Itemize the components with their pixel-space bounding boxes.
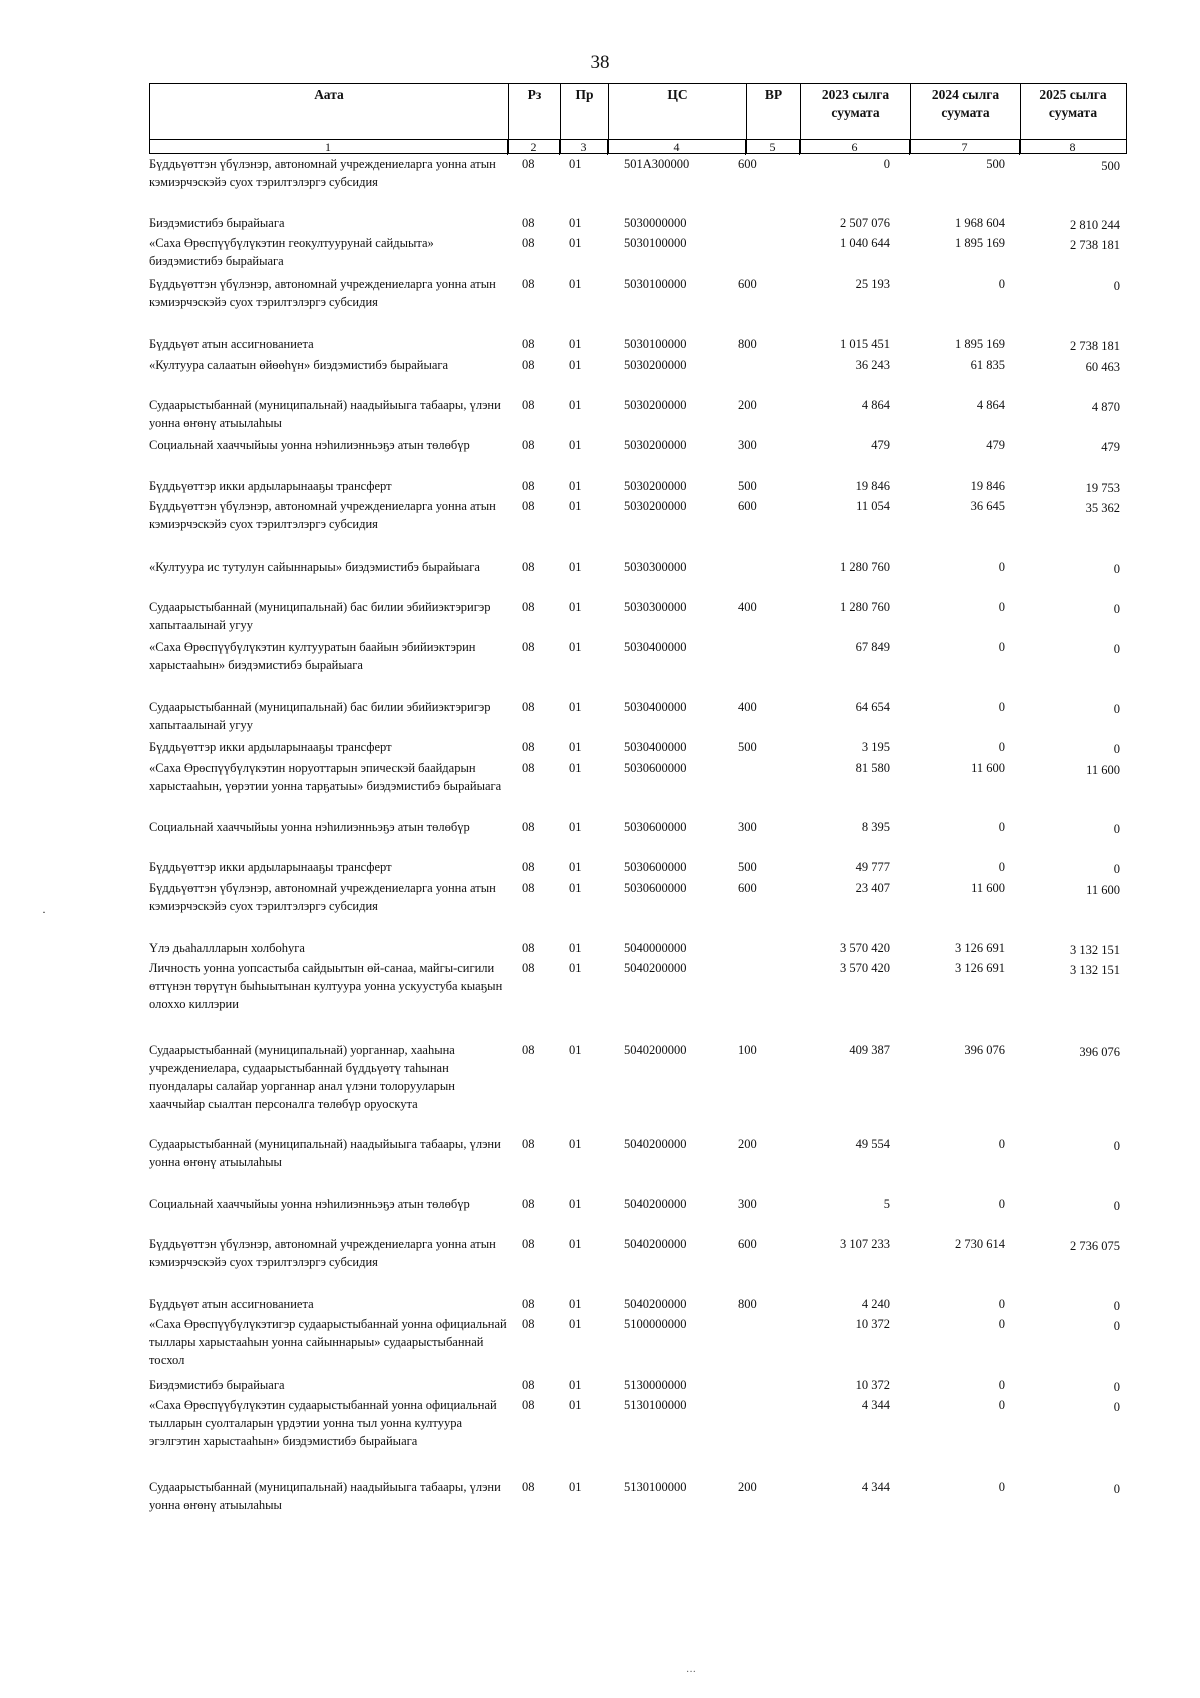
cell-cs: 5030300000 xyxy=(624,560,687,574)
cell-cs: 5030400000 xyxy=(624,700,687,714)
cell-name: «Саха Өрөспүүбүлүкэтигэр судаарыстыбаннай уонна официальнай тыллары харыстааһын уонна сайыннарыы» судаарыстыбаннай тосхол xyxy=(149,1317,507,1367)
cell-vr: 600 xyxy=(738,1237,757,1251)
cell-cs: 5030200000 xyxy=(624,358,687,372)
cell-name: Бүддьүөттэн үбүлэнэр, автономнай учреждениеларга уонна атын кэмиэрчэскэйэ суох тэрилтэлэргэ субсидия xyxy=(149,157,496,189)
cell-name: Биэдэмистибэ бырайыага xyxy=(149,1378,285,1392)
column-number: 7 xyxy=(909,140,1019,155)
cell-y2023: 81 580 xyxy=(855,761,890,775)
cell-name: Социальнай хааччыйыы уонна нэһилиэнньэҕэ атын төлөбүр xyxy=(149,820,470,834)
cell-name: «Саха Өрөспүүбүлүкэтин норуоттарын эпическэй баайдарын харыстааһын, үөрэтии уонна тарҕатыы» биэдэмистибэ бырайыага xyxy=(149,761,502,793)
cell-y2024: 0 xyxy=(998,1197,1005,1211)
cell-y2023: 479 xyxy=(871,438,890,452)
cell-pr: 01 xyxy=(569,1197,582,1211)
cell-y2024: 2 730 614 xyxy=(955,1237,1005,1251)
cell-rz: 08 xyxy=(522,479,535,493)
cell-vr: 300 xyxy=(738,820,757,834)
cell-y2023: 2 507 076 xyxy=(840,216,890,230)
cell-y2025: 0 xyxy=(1113,642,1120,656)
cell-y2025: 0 xyxy=(1113,1299,1120,1313)
cell-vr: 600 xyxy=(738,881,757,895)
cell-rz: 08 xyxy=(522,881,535,895)
cell-y2025: 4 870 xyxy=(1091,400,1120,414)
cell-y2025: 479 xyxy=(1101,440,1120,454)
cell-name: Бүддьүөттэн үбүлэнэр, автономнай учреждениеларга уонна атын кэмиэрчэскэйэ суох тэрилтэлэргэ субсидия xyxy=(149,499,496,531)
cell-vr: 500 xyxy=(738,860,757,874)
cell-y2023: 0 xyxy=(883,157,890,171)
cell-y2024: 3 126 691 xyxy=(955,941,1005,955)
cell-y2025: 500 xyxy=(1101,159,1120,173)
cell-rz: 08 xyxy=(522,157,535,171)
cell-cs: 5030400000 xyxy=(624,640,687,654)
cell-y2024: 0 xyxy=(998,277,1005,291)
cell-rz: 08 xyxy=(522,398,535,412)
cell-y2025: 0 xyxy=(1113,1380,1120,1394)
cell-rz: 08 xyxy=(522,860,535,874)
cell-y2023: 23 407 xyxy=(855,881,890,895)
cell-y2025: 396 076 xyxy=(1079,1045,1120,1059)
cell-rz: 08 xyxy=(522,358,535,372)
cell-y2024: 0 xyxy=(998,1297,1005,1311)
cell-rz: 08 xyxy=(522,1237,535,1251)
cell-pr: 01 xyxy=(569,216,582,230)
cell-cs: 5040200000 xyxy=(624,1197,687,1211)
cell-y2023: 1 280 760 xyxy=(840,600,890,614)
cell-y2023: 67 849 xyxy=(855,640,890,654)
cell-name: «Култуура ис тутулун сайыннарыы» биэдэмистибэ бырайыага xyxy=(149,560,480,574)
cell-y2023: 10 372 xyxy=(855,1378,890,1392)
cell-y2023: 19 846 xyxy=(855,479,890,493)
cell-cs: 5040000000 xyxy=(624,941,687,955)
cell-name: Судаарыстыбаннай (муниципальнай) бас билии эбийиэктэригэр хапытаалынай угуу xyxy=(149,600,491,632)
cell-y2024: 0 xyxy=(998,700,1005,714)
cell-rz: 08 xyxy=(522,216,535,230)
page-number: 38 xyxy=(590,52,610,73)
cell-cs: 5030100000 xyxy=(624,277,687,291)
cell-cs: 5100000000 xyxy=(624,1317,687,1331)
cell-pr: 01 xyxy=(569,499,582,513)
cell-y2024: 0 xyxy=(998,600,1005,614)
cell-pr: 01 xyxy=(569,1043,582,1057)
footer-mark: ··· xyxy=(686,1667,696,1678)
cell-y2024: 0 xyxy=(998,1398,1005,1412)
cell-pr: 01 xyxy=(569,1297,582,1311)
cell-pr: 01 xyxy=(569,881,582,895)
cell-y2025: 11 600 xyxy=(1086,883,1120,897)
cell-y2025: 0 xyxy=(1113,862,1120,876)
cell-cs: 5030200000 xyxy=(624,479,687,493)
cell-y2023: 1 015 451 xyxy=(840,337,890,351)
cell-name: Бүддьүөттэн үбүлэнэр, автономнай учреждениеларга уонна атын кэмиэрчэскэйэ суох тэрилтэлэргэ субсидия xyxy=(149,1237,496,1269)
cell-name: Бүддьүөттэр икки ардыларынааҕы трансферт xyxy=(149,740,392,754)
cell-rz: 08 xyxy=(522,337,535,351)
cell-name: Бүддьүөттэн үбүлэнэр, автономнай учреждениеларга уонна атын кэмиэрчэскэйэ суох тэрилтэлэргэ субсидия xyxy=(149,881,496,913)
cell-cs: 501А300000 xyxy=(624,157,690,171)
cell-rz: 08 xyxy=(522,961,535,975)
column-number-row xyxy=(149,139,1127,155)
cell-y2025: 19 753 xyxy=(1085,481,1120,495)
cell-y2023: 25 193 xyxy=(855,277,890,291)
cell-pr: 01 xyxy=(569,1480,582,1494)
cell-cs: 5040200000 xyxy=(624,1137,687,1151)
column-header-2024: 2024 сылга суумата xyxy=(910,84,1020,153)
cell-vr: 600 xyxy=(738,157,757,171)
cell-y2025: 0 xyxy=(1113,822,1120,836)
cell-cs: 5030600000 xyxy=(624,761,687,775)
cell-y2025: 0 xyxy=(1113,1139,1120,1153)
cell-pr: 01 xyxy=(569,1378,582,1392)
cell-y2023: 4 864 xyxy=(861,398,890,412)
cell-vr: 600 xyxy=(738,277,757,291)
cell-rz: 08 xyxy=(522,1398,535,1412)
cell-y2025: 0 xyxy=(1113,279,1120,293)
cell-pr: 01 xyxy=(569,640,582,654)
cell-vr: 200 xyxy=(738,1480,757,1494)
cell-vr: 800 xyxy=(738,1297,757,1311)
cell-rz: 08 xyxy=(522,1043,535,1057)
cell-y2023: 10 372 xyxy=(855,1317,890,1331)
cell-rz: 08 xyxy=(522,1297,535,1311)
cell-pr: 01 xyxy=(569,600,582,614)
cell-pr: 01 xyxy=(569,157,582,171)
cell-y2023: 3 195 xyxy=(861,740,890,754)
cell-cs: 5030200000 xyxy=(624,499,687,513)
cell-vr: 800 xyxy=(738,337,757,351)
cell-y2024: 396 076 xyxy=(964,1043,1005,1057)
cell-rz: 08 xyxy=(522,1317,535,1331)
cell-cs: 5130100000 xyxy=(624,1480,687,1494)
cell-rz: 08 xyxy=(522,236,535,250)
cell-name: Бүддьүөттэн үбүлэнэр, автономнай учреждениеларга уонна атын кэмиэрчэскэйэ суох тэрилтэлэргэ субсидия xyxy=(149,277,496,309)
cell-pr: 01 xyxy=(569,337,582,351)
cell-y2024: 1 895 169 xyxy=(955,236,1005,250)
cell-rz: 08 xyxy=(522,700,535,714)
cell-name: «Саха Өрөспүүбүлүкэтин геокултуурунай сайдыыта» биэдэмистибэ бырайыага xyxy=(149,236,434,268)
cell-rz: 08 xyxy=(522,560,535,574)
cell-y2024: 11 600 xyxy=(971,761,1005,775)
cell-rz: 08 xyxy=(522,761,535,775)
column-number: 4 xyxy=(607,140,745,155)
cell-pr: 01 xyxy=(569,700,582,714)
cell-cs: 5030400000 xyxy=(624,740,687,754)
cell-name: Судаарыстыбаннай (муниципальнай) бас билии эбийиэктэригэр хапытаалынай угуу xyxy=(149,700,491,732)
column-header-pr: Пр xyxy=(560,84,608,153)
cell-y2024: 1 895 169 xyxy=(955,337,1005,351)
cell-y2023: 4 240 xyxy=(861,1297,890,1311)
cell-y2023: 36 243 xyxy=(855,358,890,372)
cell-vr: 400 xyxy=(738,600,757,614)
column-header-rz: Рз xyxy=(508,84,560,153)
cell-y2023: 3 107 233 xyxy=(840,1237,890,1251)
cell-y2023: 4 344 xyxy=(861,1480,890,1494)
cell-y2024: 500 xyxy=(986,157,1005,171)
cell-rz: 08 xyxy=(522,499,535,513)
cell-name: Личность уонна уопсастыба сайдыытын өй-санаа, майгы-сигили өттүнэн төрүтүн быһыытынан култуура уонна ускуустуба кыаҕын олоххо киллэрии xyxy=(149,961,503,1011)
cell-y2023: 64 654 xyxy=(855,700,890,714)
cell-pr: 01 xyxy=(569,438,582,452)
cell-pr: 01 xyxy=(569,479,582,493)
cell-pr: 01 xyxy=(569,961,582,975)
cell-cs: 5030200000 xyxy=(624,438,687,452)
cell-name: «Саха Өрөспүүбүлүкэтин култууратын баайын эбийиэктэрин харыстааһын» биэдэмистибэ бырайыага xyxy=(149,640,476,672)
cell-pr: 01 xyxy=(569,398,582,412)
cell-y2024: 0 xyxy=(998,1137,1005,1151)
cell-cs: 5040200000 xyxy=(624,1237,687,1251)
cell-name: Судаарыстыбаннай (муниципальнай) уорганнар, хааһына учреждениелара, судаарыстыбаннай бүддьүөтү таһынан пуондалары салайар уорганнар анал үлэни толорууларын хааччыйар сыалтан персоналга төлөбүр оруоскута xyxy=(149,1043,455,1111)
cell-pr: 01 xyxy=(569,820,582,834)
cell-y2023: 409 387 xyxy=(849,1043,890,1057)
margin-dot: · xyxy=(42,905,46,919)
cell-cs: 5030100000 xyxy=(624,236,687,250)
cell-vr: 500 xyxy=(738,740,757,754)
cell-y2025: 0 xyxy=(1113,1400,1120,1414)
cell-y2024: 0 xyxy=(998,1378,1005,1392)
cell-y2023: 5 xyxy=(883,1197,890,1211)
cell-y2025: 60 463 xyxy=(1085,360,1120,374)
cell-pr: 01 xyxy=(569,358,582,372)
cell-y2023: 11 054 xyxy=(856,499,890,513)
column-number: 3 xyxy=(559,140,607,155)
cell-y2025: 3 132 151 xyxy=(1070,963,1120,977)
cell-y2023: 49 554 xyxy=(855,1137,890,1151)
column-number: 5 xyxy=(745,140,799,155)
cell-cs: 5030600000 xyxy=(624,881,687,895)
cell-y2024: 11 600 xyxy=(971,881,1005,895)
cell-rz: 08 xyxy=(522,1480,535,1494)
cell-vr: 300 xyxy=(738,1197,757,1211)
cell-y2025: 11 600 xyxy=(1086,763,1120,777)
cell-y2024: 479 xyxy=(986,438,1005,452)
column-header-vr: ВР xyxy=(746,84,800,153)
cell-y2025: 2 810 244 xyxy=(1070,218,1120,232)
cell-y2025: 0 xyxy=(1113,1482,1120,1496)
cell-y2024: 1 968 604 xyxy=(955,216,1005,230)
cell-pr: 01 xyxy=(569,236,582,250)
cell-y2024: 0 xyxy=(998,640,1005,654)
cell-cs: 5030000000 xyxy=(624,216,687,230)
cell-y2025: 35 362 xyxy=(1085,501,1120,515)
cell-y2023: 4 344 xyxy=(861,1398,890,1412)
cell-y2025: 3 132 151 xyxy=(1070,943,1120,957)
cell-y2024: 61 835 xyxy=(970,358,1005,372)
cell-y2025: 0 xyxy=(1113,1319,1120,1333)
cell-y2025: 2 738 181 xyxy=(1070,339,1120,353)
cell-name: Социальнай хааччыйыы уонна нэһилиэнньэҕэ атын төлөбүр xyxy=(149,1197,470,1211)
cell-rz: 08 xyxy=(522,740,535,754)
cell-pr: 01 xyxy=(569,277,582,291)
cell-pr: 01 xyxy=(569,560,582,574)
cell-rz: 08 xyxy=(522,277,535,291)
cell-vr: 100 xyxy=(738,1043,757,1057)
column-header-2025: 2025 сылга суумата xyxy=(1020,84,1125,153)
column-number: 8 xyxy=(1019,140,1125,155)
cell-pr: 01 xyxy=(569,941,582,955)
cell-name: Судаарыстыбаннай (муниципальнай) наадыйыыга табаары, үлэни уонна өҥөнү атыылаһыы xyxy=(149,1480,501,1512)
column-number: 6 xyxy=(799,140,909,155)
cell-rz: 08 xyxy=(522,820,535,834)
cell-pr: 01 xyxy=(569,1317,582,1331)
cell-rz: 08 xyxy=(522,1197,535,1211)
cell-pr: 01 xyxy=(569,740,582,754)
cell-vr: 600 xyxy=(738,499,757,513)
cell-vr: 500 xyxy=(738,479,757,493)
cell-pr: 01 xyxy=(569,761,582,775)
cell-pr: 01 xyxy=(569,860,582,874)
cell-y2024: 4 864 xyxy=(976,398,1005,412)
cell-y2024: 0 xyxy=(998,860,1005,874)
cell-y2023: 3 570 420 xyxy=(840,961,890,975)
cell-rz: 08 xyxy=(522,1137,535,1151)
cell-name: Судаарыстыбаннай (муниципальнай) наадыйыыга табаары, үлэни уонна өҥөнү атыылаһыы xyxy=(149,1137,501,1169)
cell-y2024: 19 846 xyxy=(970,479,1005,493)
cell-y2025: 0 xyxy=(1113,602,1120,616)
cell-name: Биэдэмистибэ бырайыага xyxy=(149,216,285,230)
cell-cs: 5130000000 xyxy=(624,1378,687,1392)
column-header-name: Аата xyxy=(314,87,344,102)
cell-rz: 08 xyxy=(522,600,535,614)
cell-name: Бүддьүөттэр икки ардыларынааҕы трансферт xyxy=(149,860,392,874)
cell-y2024: 3 126 691 xyxy=(955,961,1005,975)
cell-y2024: 0 xyxy=(998,560,1005,574)
cell-cs: 5030600000 xyxy=(624,860,687,874)
cell-y2024: 0 xyxy=(998,1480,1005,1494)
cell-name: Социальнай хааччыйыы уонна нэһилиэнньэҕэ атын төлөбүр xyxy=(149,438,470,452)
cell-vr: 200 xyxy=(738,398,757,412)
cell-y2023: 1 040 644 xyxy=(840,236,890,250)
cell-vr: 200 xyxy=(738,1137,757,1151)
cell-cs: 5030600000 xyxy=(624,820,687,834)
cell-pr: 01 xyxy=(569,1398,582,1412)
cell-name: Бүддьүөт атын ассигнованиета xyxy=(149,337,314,351)
cell-cs: 5030200000 xyxy=(624,398,687,412)
cell-name: Судаарыстыбаннай (муниципальнай) наадыйыыга табаары, үлэни уонна өҥөнү атыылаһыы xyxy=(149,398,501,430)
cell-y2023: 1 280 760 xyxy=(840,560,890,574)
cell-pr: 01 xyxy=(569,1237,582,1251)
cell-y2025: 0 xyxy=(1113,1199,1120,1213)
cell-cs: 5130100000 xyxy=(624,1398,687,1412)
cell-cs: 5040200000 xyxy=(624,1043,687,1057)
cell-y2023: 49 777 xyxy=(855,860,890,874)
cell-cs: 5030100000 xyxy=(624,337,687,351)
cell-y2025: 0 xyxy=(1113,702,1120,716)
cell-y2025: 2 738 181 xyxy=(1070,238,1120,252)
cell-y2023: 3 570 420 xyxy=(840,941,890,955)
cell-rz: 08 xyxy=(522,941,535,955)
cell-y2025: 0 xyxy=(1113,742,1120,756)
cell-name: Бүддьүөттэр икки ардыларынааҕы трансферт xyxy=(149,479,392,493)
cell-vr: 300 xyxy=(738,438,757,452)
cell-name: Бүддьүөт атын ассигнованиета xyxy=(149,1297,314,1311)
cell-y2025: 2 736 075 xyxy=(1070,1239,1120,1253)
cell-vr: 400 xyxy=(738,700,757,714)
cell-rz: 08 xyxy=(522,438,535,452)
cell-name: «Саха Өрөспүүбүлүкэтин судаарыстыбаннай уонна официальнай тылларын суолталарын үрдэтии уонна тыл уонна култуура эгэлгэтин харыстааһын» биэдэмистибэ бырайыага xyxy=(149,1398,497,1448)
cell-y2024: 36 645 xyxy=(970,499,1005,513)
cell-y2025: 0 xyxy=(1113,562,1120,576)
column-header-2023: 2023 сылга суумата xyxy=(800,84,910,153)
cell-cs: 5040200000 xyxy=(624,1297,687,1311)
column-header-cs: ЦС xyxy=(608,84,746,153)
cell-name: «Култуура салаатын өйөөһүн» биэдэмистибэ бырайыага xyxy=(149,358,449,372)
cell-cs: 5040200000 xyxy=(624,961,687,975)
column-number: 1 xyxy=(325,140,331,154)
cell-name: Үлэ дьаһаллларын холбоһуга xyxy=(149,941,305,955)
cell-y2024: 0 xyxy=(998,1317,1005,1331)
cell-y2024: 0 xyxy=(998,740,1005,754)
cell-pr: 01 xyxy=(569,1137,582,1151)
cell-rz: 08 xyxy=(522,1378,535,1392)
column-number: 2 xyxy=(507,140,559,155)
cell-cs: 5030300000 xyxy=(624,600,687,614)
cell-rz: 08 xyxy=(522,640,535,654)
cell-y2024: 0 xyxy=(998,820,1005,834)
cell-y2023: 8 395 xyxy=(861,820,890,834)
